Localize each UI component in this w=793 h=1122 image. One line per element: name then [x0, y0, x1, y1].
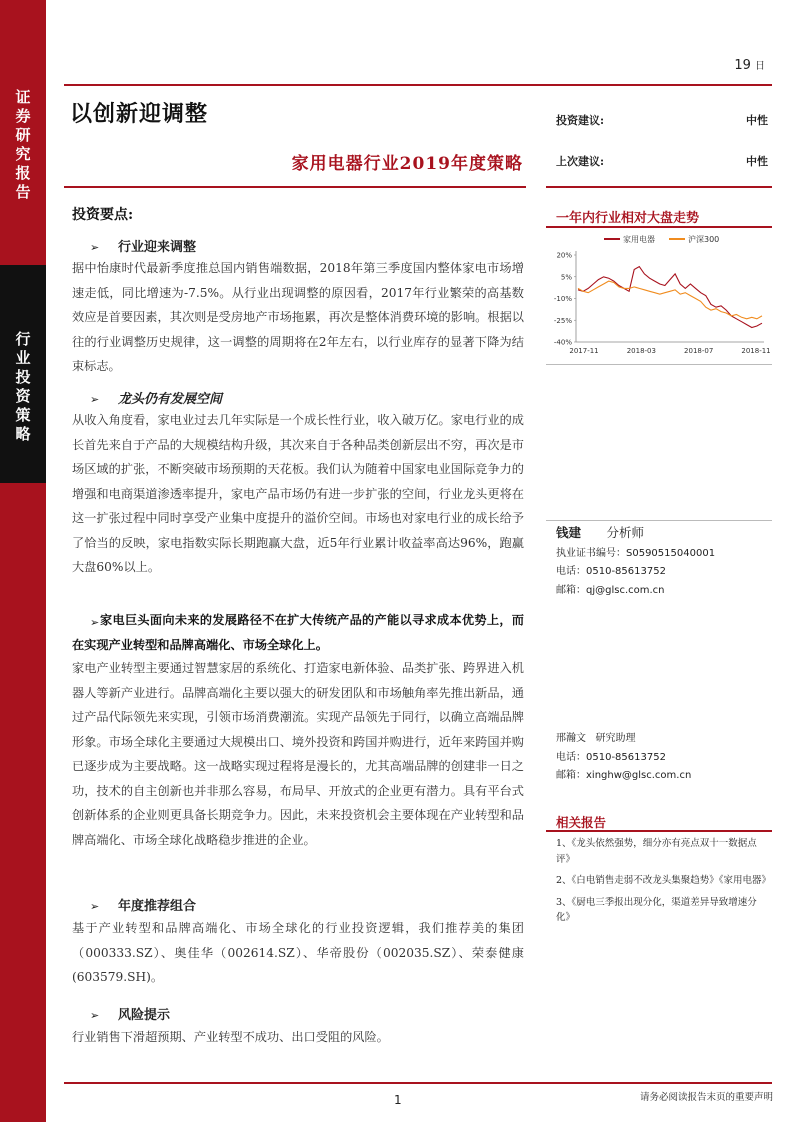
assistant-phone: 电话：0510-85613752 — [556, 751, 666, 763]
paragraph-portfolio: 基于产业转型和品牌高端化、市场全球化的行业投资逻辑，我们推荐美的集团（000333.SZ）、奥佳华（002614.SZ）、华帝股份（002035.SZ）、荣泰健康(603579.SH)。 — [72, 921, 524, 984]
analyst-name: 钱建 — [556, 525, 582, 540]
related-report-item[interactable]: 2、《白电销售走弱不改龙头集聚趋势》《家用电器》 — [556, 875, 772, 886]
relative-performance-chart — [546, 230, 772, 362]
paragraph-strategy: 家电产业转型主要通过智慧家居的系统化、打造家电新体验、品类扩张、跨界进入机器人等新产业进行。品牌高端化主要以强大的研发团队和市场触角率先推出新品，通过产品代际领先来实现，引领市场消费潮流。实现产品领先于同行，以确立高端品牌形象。市场全球化主要通过大规模出口、境外投资和跨国并购进行，近年来跨国并购已逐步成为主要战略。这一战略实现过程将是漫长的，尤其高端品牌的创建非一日之功，技术的自主创新也并非那么容易，布局早、开放式的企业更有潜力。具有平台式创新体系的企业则更具备长期竞争力。因此，未来投资机会主要体现在产业转型和品牌高端化、市场全球化战略稳步推进的企业。 — [72, 661, 524, 847]
rating-previous: 上次建议: 中性 — [556, 155, 768, 168]
paragraph-industry-adjustment: 据中怡康时代最新季度推总国内销售端数据，2018年第三季度国内整体家电市场增速走低，同比增速为-7.5%。从行业出现调整的原因看，2017年行业繁荣的高基数效应是首要因素，其次则是受房地产市场拖累，再次是整体消费环境的影响。根据以往的行业调整历史规律，这一调整的周期将在2年左右，以行业库存的显著下降为结束标志。 — [72, 261, 524, 373]
y-tick-label: -25% — [553, 316, 572, 325]
rating-rule — [546, 186, 772, 188]
main-title: 以创新迎调整 — [70, 101, 209, 127]
section-title: 投资要点: — [72, 207, 134, 223]
title-rule — [64, 186, 526, 188]
bullet-heading: ➢ 年度推荐组合 — [90, 899, 197, 914]
legend-label: 沪深300 — [688, 235, 720, 244]
bullet-heading: ➢ 风险提示 — [90, 1008, 171, 1023]
series-line — [578, 267, 762, 328]
bullet-heading-strategy: 家电巨头面向未来的发展路径不在扩大传统产品的产能以寻求成本优势上，而在实现产业转型和品牌高端化、市场全球化上。 — [72, 613, 524, 652]
header-rule — [64, 84, 772, 86]
analyst-license: 执业证书编号：S0590515040001 — [556, 547, 716, 559]
y-tick-label: -40% — [553, 338, 572, 347]
sidebar-top-label: 证 券 研 究 报 告 — [15, 88, 31, 201]
related-reports-list — [556, 836, 771, 932]
footer-rule — [64, 1082, 772, 1084]
analyst-card — [556, 524, 715, 600]
paragraph-risk: 行业销售下滑超预期、产业转型不成功、出口受阻的风险。 — [72, 1030, 389, 1044]
series-line — [578, 281, 762, 319]
report-date: 19 日 — [734, 58, 765, 73]
footer-disclaimer: 请务必阅读报告末页的重要声明 — [639, 1092, 773, 1103]
sub-title: 家用电器行业2019年度策略 — [291, 154, 523, 174]
bullet-heading: ➢ 龙头仍有发展空间 — [90, 392, 223, 407]
x-tick-label: 2018-03 — [626, 347, 656, 355]
assistant-email: 邮箱：xinghw@glsc.com.cn — [556, 770, 692, 781]
related-rule — [546, 830, 772, 832]
related-report-item[interactable]: 3、《厨电三季报出现分化，渠道差异导致增速分化》 — [556, 896, 757, 923]
related-reports-title: 相关报告 — [556, 815, 607, 830]
analyst-phone: 电话：0510-85613752 — [556, 566, 666, 577]
rating-current: 投资建议: 中性 — [556, 114, 768, 127]
x-tick-label: 2017-11 — [569, 347, 599, 355]
y-tick-label: -10% — [553, 295, 572, 303]
related-report-item[interactable]: 1、《龙头依然强势，细分亦有亮点双十一数据点评》 — [556, 838, 757, 865]
sidebar-mid-label: 行 业 投 资 策 略 — [15, 330, 31, 443]
analyst-top-rule — [546, 520, 772, 521]
sidebar — [0, 0, 46, 1122]
paragraph-leaders-growth: 从收入角度看，家电业过去几年实际是一个成长性行业，收入破万亿。家电行业的成长首先来自于产品的大规模结构升级，其次来自于各种品类创新层出不穷，再次是市场区域的扩张，不断突破市场预期的天花板。我们认为随着中国家电业国际竞争力的增强和电商渠道渗透率提升，家电产品市场仍有进一步扩张的空间，行业龙头更将在这一扩张过程中同时享受产业集中度提升的溢价空间。市场也对家电行业的成长给予了恰当的反映，家电指数实际长期跑赢大盘，近5年行业累计收益率高达96%，跑赢大盘60%以上。 — [72, 413, 524, 574]
assistant-card — [556, 730, 691, 786]
bullet-heading: ➢ 行业迎来调整 — [90, 240, 197, 255]
chart-title-rule — [546, 226, 772, 228]
x-tick-label: 2018-07 — [684, 347, 714, 355]
bullet-arrow: ➢ — [90, 616, 100, 629]
chart-bottom-rule — [546, 364, 772, 365]
y-tick-label: 20% — [556, 251, 572, 260]
analyst-email: 邮箱：qj@glsc.com.cn — [556, 584, 665, 596]
legend-label: 家用电器 — [623, 235, 655, 244]
page-number: 1 — [394, 1093, 402, 1107]
analyst-role: 分析师 — [606, 525, 644, 540]
assistant-role: 研究助理 — [595, 733, 636, 744]
y-tick-label: 5% — [560, 273, 572, 282]
assistant-name: 邢瀚文 — [556, 733, 586, 744]
x-tick-label: 2018-11 — [741, 347, 771, 355]
chart-title: 一年内行业相对大盘走势 — [556, 211, 700, 226]
